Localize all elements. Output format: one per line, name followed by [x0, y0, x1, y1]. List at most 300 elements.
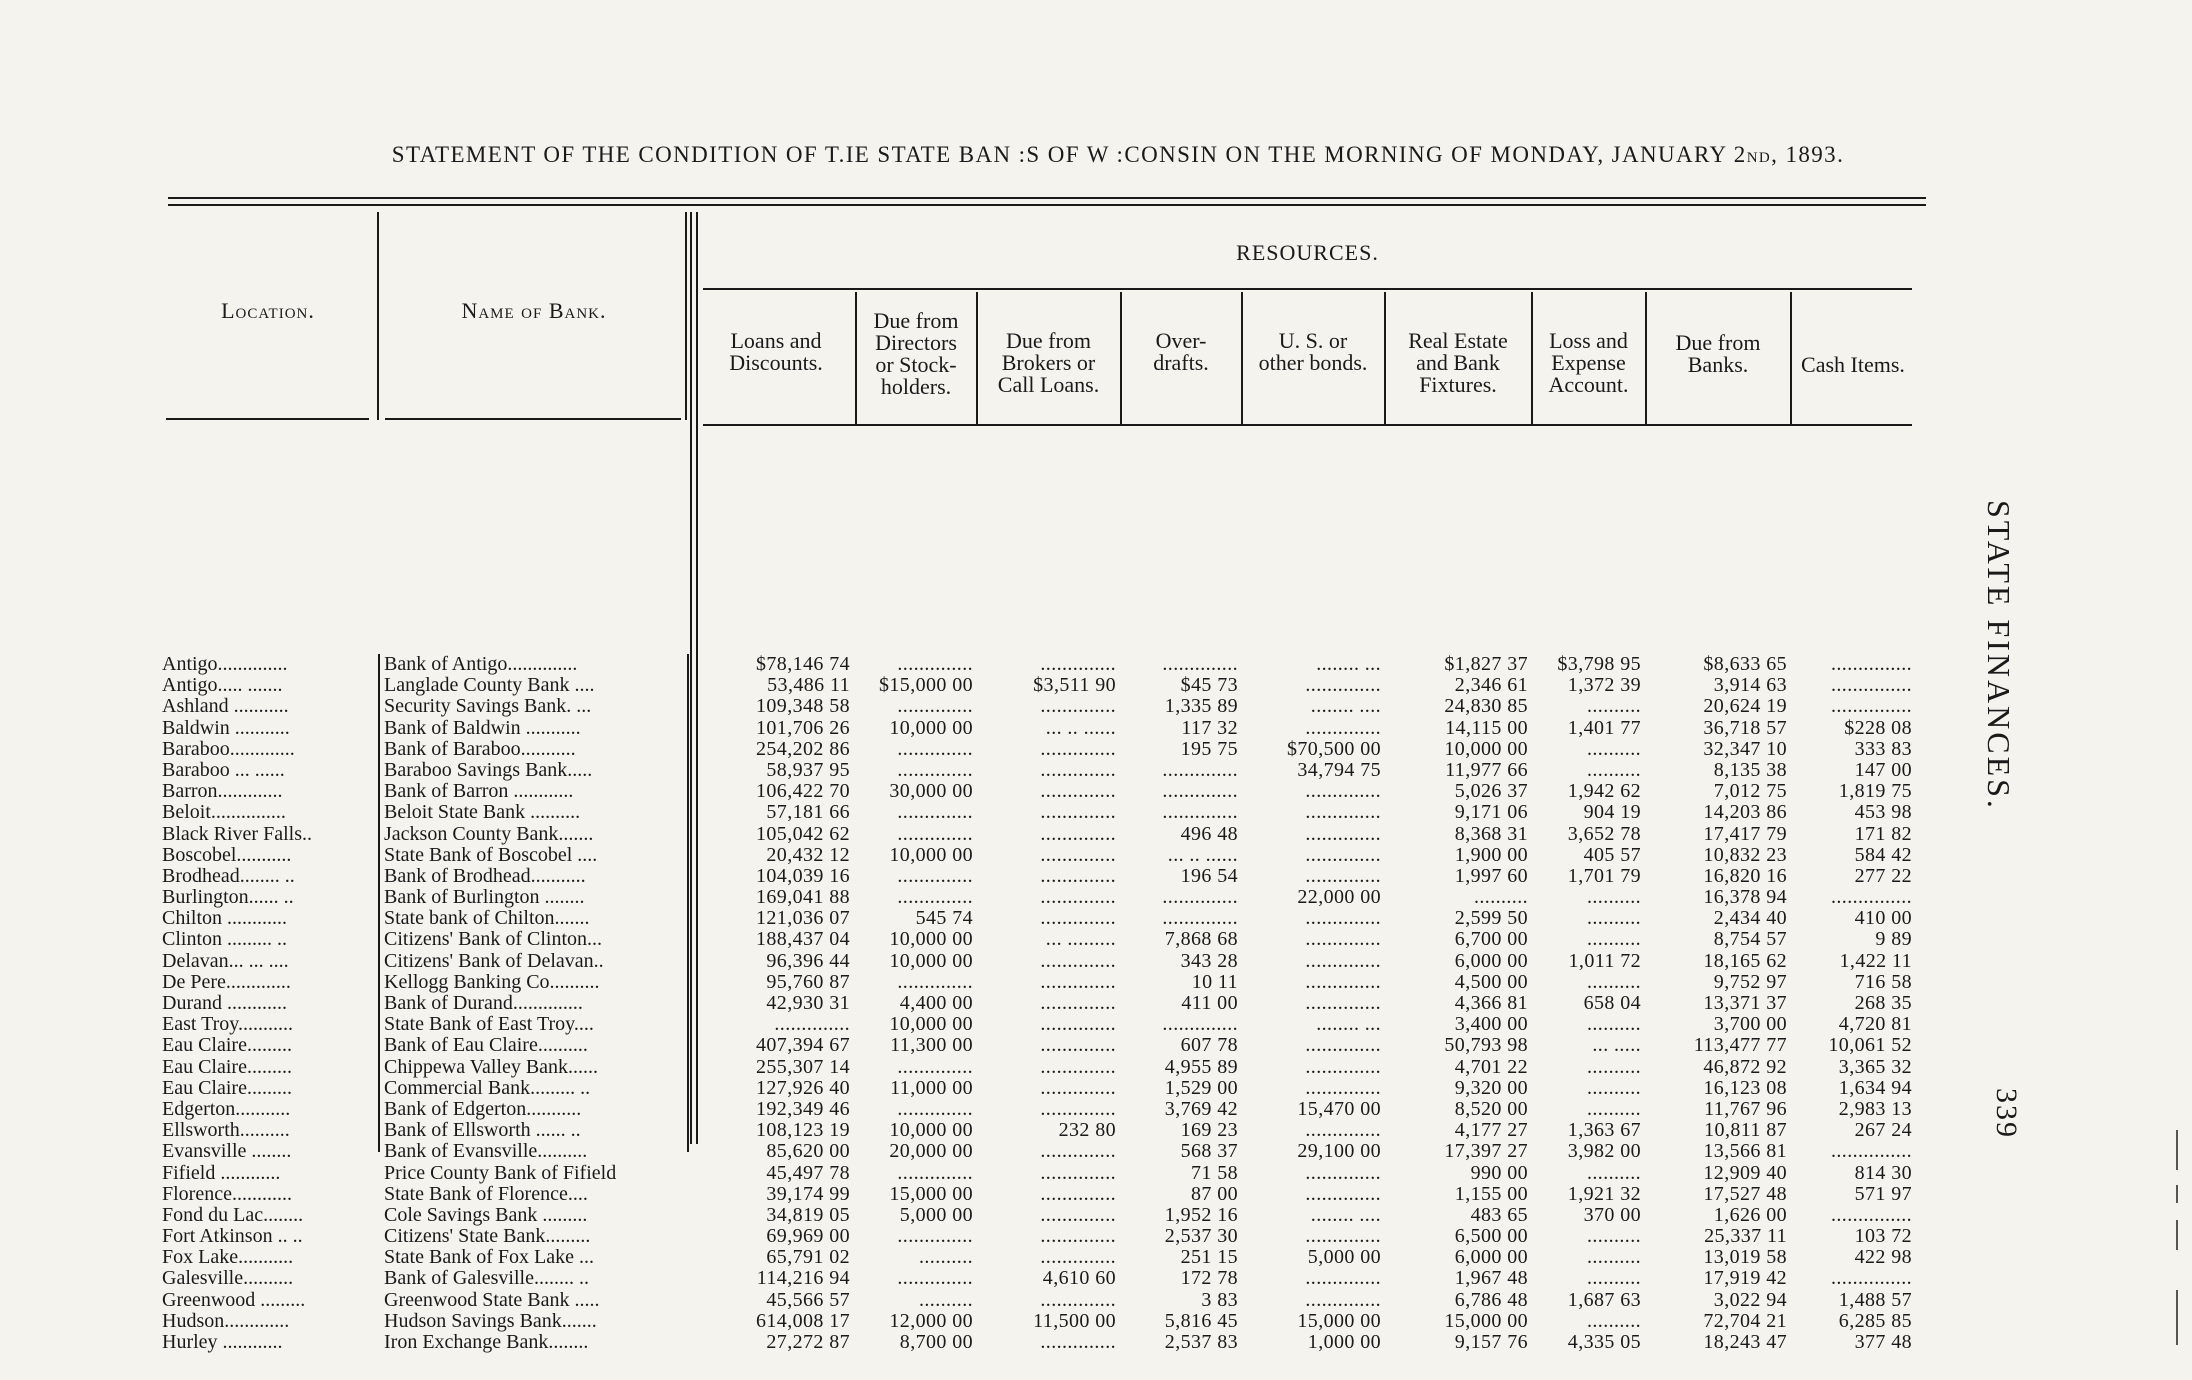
cash-items-cell: 814 30 [1854, 1162, 1912, 1184]
location-cell: Hurley ............ [162, 1332, 283, 1353]
due-brokers-cell: .............. [1040, 1204, 1116, 1226]
loans-discounts-cell: $78,146 74 [756, 654, 850, 675]
loss-expense-cell: .......... [1587, 1226, 1641, 1248]
loss-expense-cell: .......... [1587, 1014, 1641, 1036]
due-brokers-cell: .............. [1040, 759, 1116, 781]
overdrafts-cell: 607 78 [1180, 1035, 1238, 1057]
us-bonds-cell: .............. [1305, 1056, 1381, 1078]
table-row [162, 1332, 1932, 1353]
overdrafts-cell: 343 28 [1180, 950, 1238, 972]
bank-name-cell: Citizens' Bank of Clinton... [384, 929, 603, 951]
us-bonds-cell: .............. [1305, 1120, 1381, 1142]
cash-items-cell: 453 98 [1854, 802, 1912, 824]
page-edge-mark [2176, 1220, 2178, 1250]
location-cell: Eau Claire......... [162, 1077, 292, 1099]
loss-expense-cell: $3,798 95 [1557, 654, 1641, 675]
due-from-banks-cell: 46,872 92 [1703, 1056, 1787, 1078]
real-estate-cell: 8,368 31 [1454, 823, 1528, 845]
resources-rule [703, 288, 1912, 290]
cash-items-cell: 2,983 13 [1838, 1098, 1912, 1120]
due-directors-cell: .............. [897, 1162, 973, 1184]
bank-name-cell: Bank of Baldwin ........... [384, 717, 581, 739]
table-row [162, 760, 1932, 781]
cash-items-cell: 147 00 [1854, 759, 1912, 781]
location-cell: Fond du Lac........ [162, 1204, 304, 1226]
loans-discounts-cell: 254,202 86 [756, 738, 850, 760]
due-directors-cell: 10,000 00 [889, 1120, 973, 1142]
real-estate-cell: 4,366 81 [1454, 993, 1528, 1014]
location-cell: Fox Lake........... [162, 1247, 294, 1269]
header-rule-bank [385, 418, 681, 420]
due-from-banks-cell: 25,337 11 [1704, 1226, 1787, 1248]
real-estate-cell: 9,171 06 [1454, 802, 1528, 824]
us-bonds-cell: 29,100 00 [1297, 1141, 1381, 1163]
loans-discounts-cell: 109,348 58 [756, 696, 850, 718]
loss-expense-cell: 4,335 05 [1567, 1332, 1641, 1353]
loss-expense-cell: .......... [1587, 1247, 1641, 1269]
table-row [162, 824, 1932, 845]
table-row [162, 739, 1932, 760]
table-row [162, 1205, 1932, 1226]
overdrafts-cell: 1,952 16 [1164, 1204, 1238, 1226]
due-directors-cell: .............. [897, 696, 973, 718]
bank-name-cell: Beloit State Bank .......... [384, 802, 581, 824]
due-directors-cell: 10,000 00 [889, 844, 973, 866]
loans-discounts-cell: 108,123 19 [756, 1120, 850, 1142]
loss-expense-cell: .......... [1587, 759, 1641, 781]
real-estate-cell: 5,026 37 [1454, 781, 1528, 803]
due-from-banks-cell: 17,417 79 [1703, 823, 1787, 845]
location-cell: Greenwood ......... [162, 1289, 306, 1311]
bank-name-cell: Bank of Baraboo........... [384, 738, 576, 760]
cash-items-cell: $228 08 [1844, 717, 1912, 739]
us-bonds-cell: .............. [1305, 802, 1381, 824]
header-rule-loc [166, 418, 369, 420]
due-directors-cell: 4,400 00 [899, 993, 973, 1014]
loans-discounts-cell: 121,036 07 [756, 908, 850, 930]
real-estate-cell: 4,701 22 [1454, 1056, 1528, 1078]
real-estate-cell: .......... [1474, 887, 1528, 909]
us-bonds-cell: .............. [1305, 1183, 1381, 1205]
bank-name-cell: Baraboo Savings Bank..... [384, 759, 593, 781]
overdrafts-cell: .............. [1162, 781, 1238, 803]
overdrafts-cell: 196 54 [1180, 865, 1238, 887]
location-cell: De Pere............. [162, 971, 291, 993]
us-bonds-cell: .............. [1305, 1226, 1381, 1248]
us-bonds-cell: 5,000 00 [1307, 1247, 1381, 1269]
due-from-banks-cell: 13,566 81 [1703, 1141, 1787, 1163]
table-row [162, 696, 1932, 717]
location-cell: Eau Claire......... [162, 1056, 292, 1078]
overdrafts-cell: 3 83 [1201, 1289, 1238, 1311]
due-directors-cell: $15,000 00 [879, 675, 973, 697]
cash-items-cell: 268 35 [1854, 993, 1912, 1014]
due-brokers-cell: .............. [1040, 1077, 1116, 1099]
page-edge-mark [2176, 1290, 2178, 1345]
real-estate-cell: 1,997 60 [1454, 865, 1528, 887]
location-cell: East Troy........... [162, 1014, 293, 1036]
overdrafts-cell: 117 32 [1181, 717, 1238, 739]
overdrafts-cell: 7,868 68 [1164, 929, 1238, 951]
bank-name-cell: Bank of Ellsworth ...... .. [384, 1120, 581, 1142]
location-cell: Evansville ........ [162, 1141, 292, 1163]
loss-expense-cell: .......... [1587, 908, 1641, 930]
rule-after-bank [685, 212, 687, 420]
us-bonds-cell: ........ .... [1310, 1204, 1381, 1226]
due-directors-cell: .............. [897, 887, 973, 909]
cash-items-cell: 267 24 [1854, 1120, 1912, 1142]
loss-expense-cell: .......... [1587, 887, 1641, 909]
due-brokers-cell: 4,610 60 [1042, 1268, 1116, 1290]
location-cell: Chilton ............ [162, 908, 288, 930]
bank-name-cell: State bank of Chilton....... [384, 908, 590, 930]
loss-expense-cell: 3,982 00 [1567, 1141, 1641, 1163]
us-bonds-cell: .............. [1305, 1268, 1381, 1290]
due-brokers-cell: .............. [1040, 1247, 1116, 1269]
cash-items-cell: 3,365 32 [1838, 1056, 1912, 1078]
overdrafts-cell: .............. [1162, 1014, 1238, 1036]
loans-discounts-cell: 69,969 00 [766, 1226, 850, 1248]
side-running-head: STATE FINANCES. [1981, 500, 2017, 811]
table-row [162, 887, 1932, 908]
table-row [162, 951, 1932, 972]
location-cell: Eau Claire......... [162, 1035, 292, 1057]
us-bonds-cell: .............. [1305, 1077, 1381, 1099]
location-header: Location. [221, 298, 315, 323]
loans-discounts-cell: 34,819 05 [766, 1204, 850, 1226]
col-header-real-estate: Real Estate and Bank Fixtures. [1408, 328, 1508, 397]
due-directors-cell: 5,000 00 [899, 1204, 973, 1226]
table-row [162, 1141, 1932, 1162]
loans-discounts-cell: 57,181 66 [766, 802, 850, 824]
loans-discounts-cell: 96,396 44 [766, 950, 850, 972]
location-cell: Beloit............... [162, 802, 286, 824]
due-from-banks-cell: 16,820 16 [1703, 865, 1787, 887]
loss-expense-cell: .......... [1587, 1056, 1641, 1078]
us-bonds-cell: .............. [1305, 781, 1381, 803]
overdrafts-cell: 169 23 [1180, 1120, 1238, 1142]
due-from-banks-cell: 8,135 38 [1713, 759, 1787, 781]
location-cell: Fifield ............ [162, 1162, 281, 1184]
loans-discounts-cell: 255,307 14 [756, 1056, 850, 1078]
loans-discounts-cell: 104,039 16 [756, 865, 850, 887]
loans-discounts-cell: 614,008 17 [756, 1310, 850, 1332]
cash-items-cell: 410 00 [1854, 908, 1912, 930]
overdrafts-cell: 251 15 [1180, 1247, 1238, 1269]
cash-items-cell: 4,720 81 [1838, 1014, 1912, 1036]
table-row [162, 1163, 1932, 1184]
bank-name-cell: State Bank of Florence.... [384, 1183, 588, 1205]
due-brokers-cell: .............. [1040, 696, 1116, 718]
us-bonds-cell: .............. [1305, 844, 1381, 866]
bank-name-cell: State Bank of Fox Lake ... [384, 1247, 594, 1269]
loans-discounts-cell: 192,349 46 [756, 1098, 850, 1120]
table-row [162, 1184, 1932, 1205]
cash-items-cell: 9 89 [1875, 929, 1912, 951]
due-directors-cell: 545 74 [915, 908, 973, 930]
us-bonds-cell: 1,000 00 [1307, 1332, 1381, 1353]
bank-name-cell: Price County Bank of Fifield [384, 1162, 617, 1184]
col-header-overdrafts: Over- drafts. [1153, 328, 1209, 375]
loss-expense-cell: .......... [1587, 1162, 1641, 1184]
loss-expense-cell: .......... [1587, 1310, 1641, 1332]
real-estate-cell: 9,320 00 [1454, 1077, 1528, 1099]
table-row [162, 1247, 1932, 1268]
loss-expense-cell: 370 00 [1583, 1204, 1641, 1226]
due-brokers-cell: .............. [1040, 1035, 1116, 1057]
loans-discounts-cell: 114,216 94 [756, 1268, 850, 1290]
overdrafts-cell: .............. [1162, 887, 1238, 909]
overdrafts-cell: 87 00 [1191, 1183, 1238, 1205]
loans-discounts-cell: 105,042 62 [756, 823, 850, 845]
due-directors-cell: 10,000 00 [889, 950, 973, 972]
real-estate-cell: 1,900 00 [1454, 844, 1528, 866]
col-header-bonds: U. S. or other bonds. [1258, 328, 1368, 375]
page-number: 339 [1990, 1088, 2023, 1139]
loss-expense-cell: 904 19 [1583, 802, 1641, 824]
bank-name-cell: Chippewa Valley Bank...... [384, 1056, 599, 1078]
due-brokers-cell: .............. [1040, 654, 1116, 675]
location-cell: Barron............. [162, 781, 283, 803]
table-row [162, 1268, 1932, 1289]
overdrafts-cell: 71 58 [1191, 1162, 1238, 1184]
due-brokers-cell: .............. [1040, 1014, 1116, 1036]
overdrafts-cell: $45 73 [1180, 675, 1238, 697]
location-cell: Baraboo ... ...... [162, 759, 285, 781]
loss-expense-cell: 1,363 67 [1567, 1120, 1641, 1142]
title-year: , 1893. [1771, 142, 1845, 167]
real-estate-cell: 14,115 00 [1445, 717, 1528, 739]
us-bonds-cell: .............. [1305, 717, 1381, 739]
bank-name-cell: Hudson Savings Bank....... [384, 1310, 597, 1332]
due-directors-cell: 11,000 00 [890, 1077, 973, 1099]
loss-expense-cell: .......... [1587, 1268, 1641, 1290]
table-row [162, 1014, 1932, 1035]
overdrafts-cell: 1,335 89 [1164, 696, 1238, 718]
us-bonds-cell: .............. [1305, 865, 1381, 887]
due-brokers-cell: .............. [1040, 1332, 1116, 1353]
due-directors-cell: 12,000 00 [889, 1310, 973, 1332]
us-bonds-cell: .............. [1305, 908, 1381, 930]
col-header-loss-expense: Loss and Expense Account. [1548, 328, 1629, 397]
loans-discounts-cell: 45,497 78 [766, 1162, 850, 1184]
overdrafts-cell: .............. [1162, 908, 1238, 930]
overdrafts-cell: 5,816 45 [1164, 1310, 1238, 1332]
us-bonds-cell: $70,500 00 [1287, 738, 1381, 760]
real-estate-cell: 8,520 00 [1454, 1098, 1528, 1120]
cash-items-cell: 171 82 [1854, 823, 1912, 845]
loans-discounts-cell: .............. [774, 1014, 850, 1036]
cash-items-cell: ............... [1831, 1141, 1912, 1163]
due-brokers-cell: .............. [1040, 865, 1116, 887]
real-estate-cell: 6,000 00 [1454, 950, 1528, 972]
col-header-cash-items: Cash Items. [1801, 352, 1905, 377]
bank-name-cell: Bank of Evansville.......... [384, 1141, 588, 1163]
due-from-banks-cell: $8,633 65 [1703, 654, 1787, 675]
loans-discounts-cell: 39,174 99 [766, 1183, 850, 1205]
table-row [162, 1057, 1932, 1078]
real-estate-cell: 11,977 66 [1445, 759, 1528, 781]
due-from-banks-cell: 72,704 21 [1703, 1310, 1787, 1332]
real-estate-cell: 4,500 00 [1454, 971, 1528, 993]
us-bonds-cell: 22,000 00 [1297, 887, 1381, 909]
us-bonds-cell: .............. [1305, 1162, 1381, 1184]
cash-items-cell: 277 22 [1854, 865, 1912, 887]
due-brokers-cell: $3,511 90 [1033, 675, 1116, 697]
cash-items-cell: 422 98 [1854, 1247, 1912, 1269]
bank-name-cell: State Bank of East Troy.... [384, 1014, 594, 1036]
loans-discounts-cell: 101,706 26 [756, 717, 850, 739]
due-brokers-cell: ... ......... [1045, 929, 1116, 951]
bank-name-cell: Bank of Burlington ........ [384, 887, 585, 909]
overdrafts-cell: .............. [1162, 802, 1238, 824]
overdrafts-cell: 496 48 [1180, 823, 1238, 845]
location-cell: Hudson............. [162, 1310, 290, 1332]
real-estate-cell: 6,700 00 [1454, 929, 1528, 951]
resources-header: RESOURCES. [1236, 240, 1379, 265]
cash-items-cell: 377 48 [1854, 1332, 1912, 1353]
overdrafts-cell: 568 37 [1180, 1141, 1238, 1163]
due-from-banks-cell: 20,624 19 [1703, 696, 1787, 718]
cash-items-cell: 1,634 94 [1838, 1077, 1912, 1099]
due-brokers-cell: ... .. ...... [1045, 717, 1116, 739]
due-from-banks-cell: 3,914 63 [1713, 675, 1787, 697]
bank-name-cell: Bank of Galesville........ .. [384, 1268, 589, 1290]
title-rule-top [168, 197, 1926, 199]
real-estate-cell: 3,400 00 [1454, 1014, 1528, 1036]
real-estate-cell: 1,155 00 [1454, 1183, 1528, 1205]
loans-discounts-cell: 95,760 87 [766, 971, 850, 993]
due-from-banks-cell: 10,832 23 [1703, 844, 1787, 866]
location-cell: Galesville.......... [162, 1268, 294, 1290]
cash-items-cell: 1,488 57 [1838, 1289, 1912, 1311]
real-estate-cell: 4,177 27 [1454, 1120, 1528, 1142]
bank-name-cell: Greenwood State Bank ..... [384, 1289, 600, 1311]
col-header-due-banks: Due from Banks. [1675, 330, 1761, 377]
due-from-banks-cell: 3,700 00 [1713, 1014, 1787, 1036]
col-header-loans: Loans and Discounts. [729, 328, 823, 375]
loss-expense-cell: 658 04 [1583, 993, 1641, 1014]
location-cell: Baldwin ........... [162, 717, 290, 739]
location-cell: Burlington...... .. [162, 887, 294, 909]
us-bonds-cell: 15,000 00 [1297, 1310, 1381, 1332]
bank-name-cell: Bank of Antigo.............. [384, 654, 578, 675]
table-row [162, 972, 1932, 993]
due-from-banks-cell: 18,165 62 [1703, 950, 1787, 972]
loss-expense-cell: ... ..... [1592, 1035, 1641, 1057]
us-bonds-cell: 34,794 75 [1297, 759, 1381, 781]
due-brokers-cell: 232 80 [1058, 1120, 1116, 1142]
due-brokers-cell: .............. [1040, 802, 1116, 824]
due-directors-cell: 10,000 00 [889, 1014, 973, 1036]
real-estate-cell: 15,000 00 [1444, 1310, 1528, 1332]
due-from-banks-cell: 12,909 40 [1703, 1162, 1787, 1184]
due-from-banks-cell: 9,752 97 [1713, 971, 1787, 993]
bank-name-cell: Bank of Eau Claire.......... [384, 1035, 588, 1057]
cash-items-cell: 333 83 [1854, 738, 1912, 760]
us-bonds-cell: .............. [1305, 950, 1381, 972]
page-edge-mark [2176, 1185, 2178, 1203]
due-directors-cell: .......... [919, 1247, 973, 1269]
location-cell: Edgerton........... [162, 1098, 291, 1120]
due-brokers-cell: .............. [1040, 950, 1116, 972]
page-edge-mark [2176, 1130, 2178, 1170]
due-directors-cell: 20,000 00 [889, 1141, 973, 1163]
due-directors-cell: 11,300 00 [890, 1035, 973, 1057]
cash-items-cell: 1,422 11 [1839, 950, 1912, 972]
due-brokers-cell: .............. [1040, 993, 1116, 1014]
title-main: STATEMENT OF THE CONDITION OF T.IE STATE BAN :S OF W :CONSIN ON THE MORNING OF MONDAY, JANUARY 2 [391, 142, 1747, 167]
bank-name-cell: Citizens' Bank of Delavan.. [384, 950, 604, 972]
due-directors-cell: 10,000 00 [889, 717, 973, 739]
real-estate-cell: 6,786 48 [1454, 1289, 1528, 1311]
due-from-banks-cell: 7,012 75 [1713, 781, 1787, 803]
due-from-banks-cell: 113,477 77 [1693, 1035, 1787, 1057]
col-header-brokers: Due from Brokers or Call Loans. [997, 328, 1100, 397]
us-bonds-cell: ........ ... [1316, 654, 1381, 675]
bank-name-cell: State Bank of Boscobel .... [384, 844, 598, 866]
real-estate-cell: 9,157 76 [1454, 1332, 1528, 1353]
table-row [162, 802, 1932, 823]
page-title [0, 142, 2192, 168]
overdrafts-cell: 172 78 [1180, 1268, 1238, 1290]
due-brokers-cell: .............. [1040, 971, 1116, 993]
table-row [162, 1226, 1932, 1247]
due-from-banks-cell: 1,626 00 [1713, 1204, 1787, 1226]
due-directors-cell: 10,000 00 [889, 929, 973, 951]
table-row [162, 1099, 1932, 1120]
due-directors-cell: .............. [897, 971, 973, 993]
cash-items-cell: ............... [1831, 1204, 1912, 1226]
loans-discounts-cell: 20,432 12 [766, 844, 850, 866]
loss-expense-cell: 3,652 78 [1567, 823, 1641, 845]
us-bonds-cell: ........ ... [1316, 1014, 1381, 1036]
location-cell: Ellsworth.......... [162, 1120, 290, 1142]
us-bonds-cell: 15,470 00 [1297, 1098, 1381, 1120]
due-from-banks-cell: 14,203 86 [1703, 802, 1787, 824]
table-row [162, 1290, 1932, 1311]
overdrafts-cell: 2,537 83 [1164, 1332, 1238, 1353]
real-estate-cell: 6,000 00 [1454, 1247, 1528, 1269]
col-header-directors: Due from Directors or Stock- holders. [873, 308, 959, 399]
due-directors-cell: .............. [897, 865, 973, 887]
due-directors-cell: .......... [919, 1289, 973, 1311]
due-directors-cell: 8,700 00 [899, 1332, 973, 1353]
due-from-banks-cell: 2,434 40 [1713, 908, 1787, 930]
us-bonds-cell: .............. [1305, 1289, 1381, 1311]
cash-items-cell: 1,819 75 [1838, 781, 1912, 803]
table-row [162, 1078, 1932, 1099]
cash-items-cell: ............... [1831, 1268, 1912, 1290]
real-estate-cell: 24,830 85 [1444, 696, 1528, 718]
loans-discounts-cell: 45,566 57 [766, 1289, 850, 1311]
loans-discounts-cell: 188,437 04 [756, 929, 850, 951]
due-brokers-cell: .............. [1040, 1289, 1116, 1311]
location-cell: Durand ............ [162, 993, 287, 1014]
loans-discounts-cell: 42,930 31 [766, 993, 850, 1014]
us-bonds-cell: ........ .... [1310, 696, 1381, 718]
location-cell: Ashland ........... [162, 696, 289, 718]
cash-items-cell: 584 42 [1854, 844, 1912, 866]
loans-discounts-cell: 85,620 00 [766, 1141, 850, 1163]
due-brokers-cell: .............. [1040, 844, 1116, 866]
overdrafts-cell: 1,529 00 [1164, 1077, 1238, 1099]
table-row [162, 718, 1932, 739]
loss-expense-cell: 1,942 62 [1567, 781, 1641, 803]
due-from-banks-cell: 10,811 87 [1704, 1120, 1787, 1142]
real-estate-cell: 10,000 00 [1444, 738, 1528, 760]
due-brokers-cell: .............. [1040, 1162, 1116, 1184]
